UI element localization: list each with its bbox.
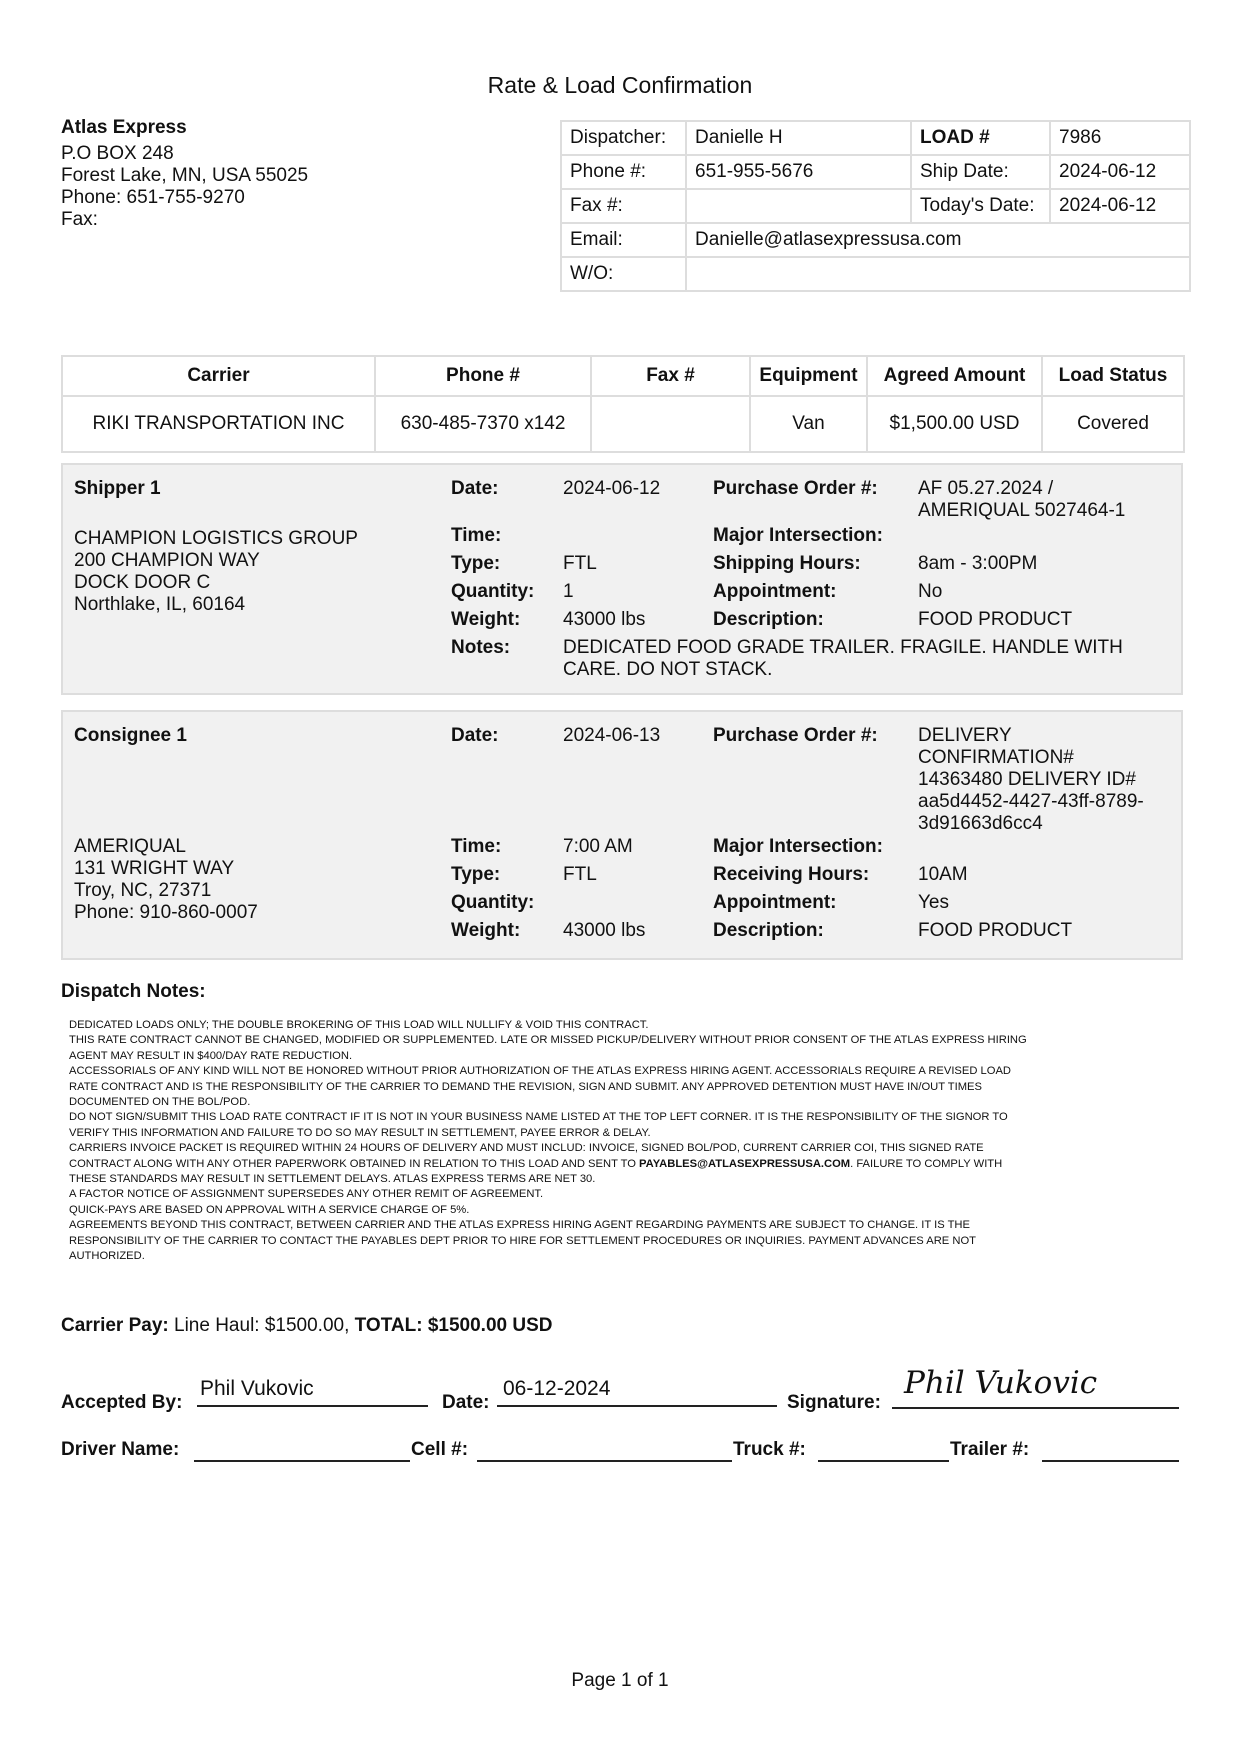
wo-value — [686, 257, 1190, 291]
truck-label: Truck #: — [733, 1439, 806, 1460]
load-status-header: Load Status — [1042, 356, 1184, 396]
accepted-by-field[interactable] — [197, 1377, 428, 1407]
fax-value — [686, 189, 911, 223]
shipper-po-value — [918, 478, 1125, 522]
email-value: Danielle@atlasexpressusa.com — [686, 223, 1190, 257]
note-line: AGENT MAY RESULT IN $400/DAY RATE REDUCTION. — [69, 1049, 353, 1062]
shipper-po-line: AF 05.27.2024 / — [918, 478, 1054, 499]
note-line: AGREEMENTS BEYOND THIS CONTRACT, BETWEEN CARRIER AND THE ATLAS EXPRESS HIRING AGENT REGARDING PAYMENTS ARE SUBJECT TO CHANGE. IT IS THE — [69, 1219, 970, 1232]
company-line: Fax: — [61, 209, 98, 230]
carrier-row — [62, 396, 1184, 452]
shipper-address-line: Northlake, IL, 60164 — [74, 594, 246, 615]
fax-header: Fax # — [591, 356, 750, 396]
note-text: . FAILURE TO COMPLY WITH — [850, 1157, 1003, 1170]
accepted-by-value: Phil Vukovic — [200, 1377, 314, 1400]
phone-label: Phone #: — [561, 155, 686, 189]
shipper-quantity-label: Quantity: — [451, 581, 535, 602]
shipper-date-value: 2024-06-12 — [563, 478, 661, 499]
dispatcher-label: Dispatcher: — [561, 121, 686, 155]
dispatcher-value: Danielle H — [686, 121, 911, 155]
note-line: VERIFY THIS INFORMATION AND FAILURE TO DO SO MAY RESULT IN SETTLEMENT, PAYEE ERROR & DELAY. — [69, 1126, 651, 1139]
company-line: Phone: 651-755-9270 — [61, 187, 245, 208]
carrier-equipment: Van — [750, 396, 867, 452]
page-title: Rate & Load Confirmation — [487, 72, 753, 98]
shipper-description-value: FOOD PRODUCT — [918, 609, 1073, 630]
shipper-address-line: CHAMPION LOGISTICS GROUP — [74, 528, 358, 549]
dispatch-notes-text — [69, 1018, 1149, 1265]
note-line: CARRIERS INVOICE PACKET IS REQUIRED WITHIN 24 HOURS OF DELIVERY AND MUST INCLUD: INVOICE, SIGNED BOL/POD, CURRENT CARRIER COI, THIS SIGNED RATE — [69, 1142, 984, 1155]
driver-name-field[interactable] — [194, 1440, 410, 1462]
wo-label: W/O: — [561, 257, 686, 291]
ship-date-value: 2024-06-12 — [1050, 155, 1190, 189]
note-line: DEDICATED LOADS ONLY; THE DOUBLE BROKERING OF THIS LOAD WILL NULLIFY & VOID THIS CONTRACT. — [69, 1019, 649, 1031]
note-line: RESPONSIBILITY OF THE CARRIER TO CONTACT THE PAYABLES DEPT PRIOR TO HIRE FOR SETTLEMENT PROCEDURES OR INQUIRIES. PAYMENT ADVANCES ARE NOT — [69, 1234, 976, 1247]
ship-date-label: Ship Date: — [911, 155, 1050, 189]
carrier-amount: $1,500.00 USD — [867, 396, 1042, 452]
consignee-address-line: Phone: 910-860-0007 — [74, 902, 258, 923]
fax-label: Fax #: — [561, 189, 686, 223]
phone-header: Phone # — [375, 356, 591, 396]
note-line: A FACTOR NOTICE OF ASSIGNMENT SUPERSEDES ANY OTHER REMIT OF AGREEMENT. — [69, 1188, 544, 1201]
note-line: ACCESSORIALS OF ANY KIND WILL NOT BE HONORED WITHOUT PRIOR AUTHORIZATION OF THE ATLAS EXPRESS HIRING AGENT. ACCESSORIALS REQUIRE A REVISED LOAD — [69, 1065, 1012, 1078]
accepted-by-label: Accepted By: — [61, 1392, 183, 1413]
consignee-description-value: FOOD PRODUCT — [918, 920, 1073, 941]
shipper-address-line: DOCK DOOR C — [74, 572, 211, 593]
consignee-po-line: aa5d4452-4427-43ff-8789- — [918, 791, 1144, 812]
consignee-weight-label: Weight: — [451, 920, 521, 941]
load-number-value: 7986 — [1050, 121, 1190, 155]
consignee-address-line: 131 WRIGHT WAY — [74, 858, 235, 879]
consignee-po-label: Purchase Order #: — [713, 725, 878, 746]
shipper-date-label: Date: — [451, 478, 499, 499]
driver-name-label: Driver Name: — [61, 1439, 180, 1460]
shipper-type-label: Type: — [451, 553, 501, 574]
shipper-notes-value — [563, 637, 1123, 681]
consignee-description-label: Description: — [713, 920, 824, 941]
consignee-section — [61, 710, 1183, 960]
shipper-title: Shipper 1 — [74, 478, 161, 499]
carrier-header-row — [62, 356, 1184, 396]
date-field[interactable] — [497, 1377, 777, 1407]
email-label: Email: — [561, 223, 686, 257]
trailer-field[interactable] — [1042, 1440, 1179, 1462]
consignee-appointment-label: Appointment: — [713, 892, 837, 913]
carrier-status: Covered — [1042, 396, 1184, 452]
note-line-with-email — [69, 1157, 1149, 1172]
consignee-po-line: CONFIRMATION# — [918, 747, 1074, 768]
shipper-appointment-value: No — [918, 581, 943, 602]
note-text: CONTRACT ALONG WITH ANY OTHER PAPERWORK OBTAINED IN RELATION TO THIS LOAD AND SENT TO — [69, 1157, 640, 1170]
shipper-notes-label: Notes: — [451, 637, 511, 658]
note-line: DOCUMENTED ON THE BOL/POD. — [69, 1096, 251, 1109]
shipper-po-line: AMERIQUAL 5027464-1 — [918, 500, 1126, 521]
carrier-fax — [591, 396, 750, 452]
shipper-section — [61, 463, 1183, 695]
dispatch-notes-title: Dispatch Notes: — [61, 981, 206, 1002]
consignee-po-value — [918, 725, 1144, 835]
load-number-label: LOAD # — [911, 121, 1050, 155]
company-line: P.O BOX 248 — [61, 143, 174, 164]
note-line: QUICK-PAYS ARE BASED ON APPROVAL WITH A SERVICE CHARGE OF 5%. — [69, 1203, 470, 1216]
signature-field[interactable] — [892, 1365, 1179, 1409]
company-line: Forest Lake, MN, USA 55025 — [61, 165, 309, 186]
consignee-hours-value: 10AM — [918, 864, 968, 885]
consignee-weight-value: 43000 lbs — [563, 920, 646, 941]
equipment-header: Equipment — [750, 356, 867, 396]
company-name: Atlas Express — [61, 117, 187, 138]
consignee-appointment-value: Yes — [918, 892, 949, 913]
carrier-table — [61, 355, 1185, 453]
date-value: 06-12-2024 — [503, 1377, 611, 1400]
total-amount: TOTAL: $1500.00 USD — [354, 1315, 553, 1336]
shipper-address — [74, 528, 358, 616]
shipper-intersection-label: Major Intersection: — [713, 525, 883, 546]
consignee-address — [74, 836, 258, 924]
consignee-quantity-label: Quantity: — [451, 892, 535, 913]
cell-field[interactable] — [477, 1440, 732, 1462]
shipper-type-value: FTL — [563, 553, 597, 574]
note-line: DO NOT SIGN/SUBMIT THIS LOAD RATE CONTRACT IF IT IS NOT IN YOUR BUSINESS NAME LISTED AT THE TOP LEFT CORNER. IT IS THE RESPONSIBILITY OF THE SIGNOR TO — [69, 1111, 1008, 1124]
truck-field[interactable] — [818, 1440, 949, 1462]
shipper-quantity-value: 1 — [563, 581, 574, 602]
consignee-time-label: Time: — [451, 836, 502, 857]
shipper-notes-line: CARE. DO NOT STACK. — [563, 659, 773, 680]
phone-value: 651-955-5676 — [686, 155, 911, 189]
consignee-po-line: DELIVERY — [918, 725, 1012, 746]
page-number: Page 1 of 1 — [571, 1670, 669, 1691]
consignee-address-line: Troy, NC, 27371 — [74, 880, 212, 901]
consignee-po-line: 14363480 DELIVERY ID# — [918, 769, 1136, 790]
consignee-date-value: 2024-06-13 — [563, 725, 661, 746]
carrier-name: RIKI TRANSPORTATION INC — [62, 396, 375, 452]
todays-date-value: 2024-06-12 — [1050, 189, 1190, 223]
shipper-appointment-label: Appointment: — [713, 581, 837, 602]
note-line: THESE STANDARDS MAY RESULT IN SETTLEMENT DELAYS. ATLAS EXPRESS TERMS ARE NET 30. — [69, 1173, 596, 1186]
note-line: AUTHORIZED. — [69, 1250, 145, 1263]
cell-label: Cell #: — [411, 1439, 469, 1460]
consignee-type-value: FTL — [563, 864, 597, 885]
shipper-time-label: Time: — [451, 525, 502, 546]
date-label: Date: — [442, 1392, 490, 1413]
consignee-time-value: 7:00 AM — [563, 836, 633, 857]
note-line: RATE CONTRACT AND IS THE RESPONSIBILITY OF THE CARRIER TO DEMAND THE REVISION, SIGN AND SUBMIT. ANY APPROVED DETENTION MUST HAVE IN/OUT TIMES — [69, 1080, 982, 1093]
shipper-address-line: 200 CHAMPION WAY — [74, 550, 260, 571]
shipper-po-label: Purchase Order #: — [713, 478, 878, 499]
carrier-pay-label: Carrier Pay: — [61, 1315, 169, 1336]
note-line: THIS RATE CONTRACT CANNOT BE CHANGED, MODIFIED OR SUPPLEMENTED. LATE OR MISSED PICKUP/DELIVERY WITHOUT PRIOR CONSENT OF THE ATLAS EXPRESS HIRING — [69, 1034, 1027, 1047]
payables-email: PAYABLES@ATLASEXPRESSUSA.COM — [639, 1157, 851, 1170]
signature-image: Phil Vukovic — [904, 1365, 1098, 1401]
agreed-amount-header: Agreed Amount — [867, 356, 1042, 396]
consignee-title: Consignee 1 — [74, 725, 187, 746]
consignee-type-label: Type: — [451, 864, 501, 885]
carrier-header: Carrier — [62, 356, 375, 396]
carrier-phone: 630-485-7370 x142 — [375, 396, 591, 452]
shipper-weight-value: 43000 lbs — [563, 609, 646, 630]
dispatch-info-table — [560, 120, 1191, 292]
consignee-intersection-label: Major Intersection: — [713, 836, 883, 857]
carrier-pay — [61, 1315, 552, 1337]
shipper-hours-value: 8am - 3:00PM — [918, 553, 1038, 574]
shipper-weight-label: Weight: — [451, 609, 521, 630]
todays-date-label: Today's Date: — [911, 189, 1050, 223]
consignee-hours-label: Receiving Hours: — [713, 864, 870, 885]
consignee-address-line: AMERIQUAL — [74, 836, 186, 857]
signature-label: Signature: — [787, 1392, 881, 1413]
shipper-hours-label: Shipping Hours: — [713, 553, 861, 574]
consignee-po-line: 3d91663d6cc4 — [918, 813, 1043, 834]
company-address — [61, 117, 308, 231]
shipper-notes-line: DEDICATED FOOD GRADE TRAILER. FRAGILE. HANDLE WITH — [563, 637, 1123, 658]
consignee-date-label: Date: — [451, 725, 499, 746]
shipper-description-label: Description: — [713, 609, 824, 630]
trailer-label: Trailer #: — [950, 1439, 1030, 1460]
line-haul: Line Haul: $1500.00, — [168, 1315, 355, 1336]
